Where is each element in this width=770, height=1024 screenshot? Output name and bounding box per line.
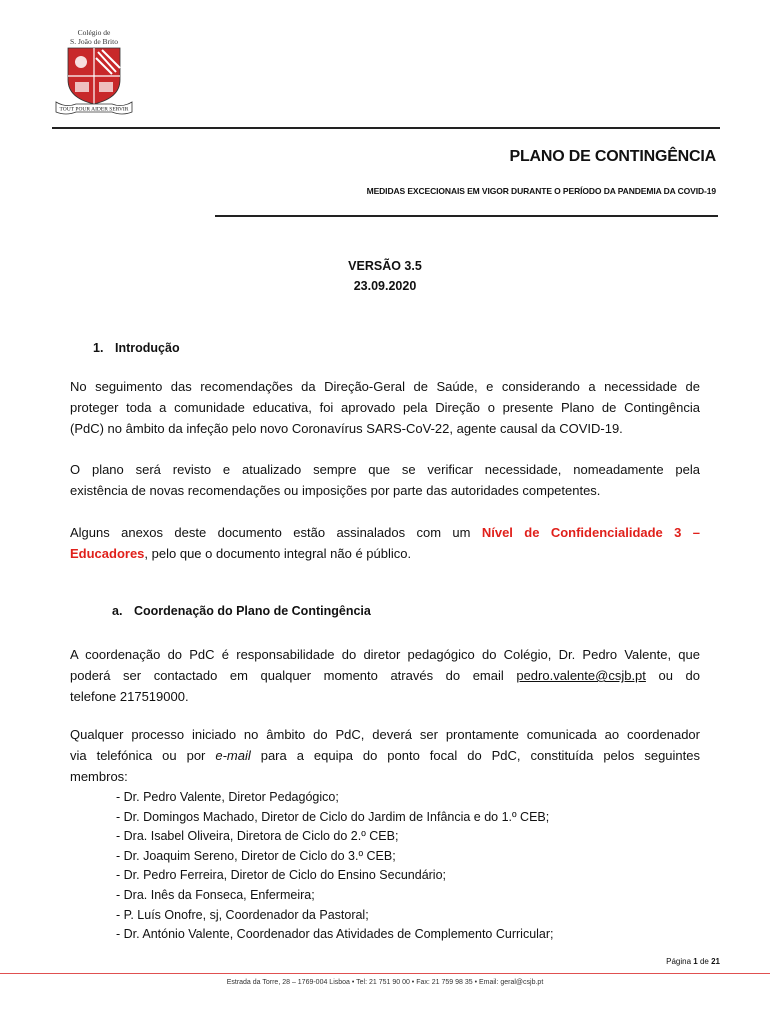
footer-divider xyxy=(0,973,770,974)
text-line: telefone 217519000. xyxy=(70,689,189,704)
section-heading-coordenacao xyxy=(112,604,371,618)
section-title: Introdução xyxy=(115,341,180,355)
document-title: PLANO DE CONTINGÊNCIA xyxy=(509,148,716,165)
text-line: Qualquer processo iniciado no âmbito do PdC, deverá ser prontamente comunicada ao coordenador xyxy=(70,727,700,742)
text-line: O plano será revisto e atualizado sempre que se verificar necessidade, nomeadamente pela xyxy=(70,462,700,477)
confidentiality-audience: Educadores xyxy=(70,546,145,561)
text-line: Alguns anexos deste documento estão assinalados com um Nível de Confidencialidade 3 – xyxy=(70,525,700,540)
confidentiality-level: Nível de Confidencialidade 3 – xyxy=(481,525,700,540)
version-label: VERSÃO 3.5 xyxy=(348,259,422,273)
school-logo xyxy=(52,28,136,116)
footer-address: Estrada da Torre, 28 – 1769-004 Lisboa • Tel: 21 751 90 00 • Fax: 21 759 98 35 • Email: geral@csjb.pt xyxy=(226,979,544,986)
list-item: - Dr. Domingos Machado, Diretor de Ciclo do Jardim de Infância e do 1.º CEB; xyxy=(116,809,550,824)
text-line: via telefónica ou por e-mail para a equipa do ponto focal do PdC, constituída pelos seguintes xyxy=(70,748,701,763)
list-item: - Dr. Joaquim Sereno, Diretor de Ciclo do 3.º CEB; xyxy=(116,848,396,863)
version-date: 23.09.2020 xyxy=(353,279,417,293)
intro-paragraph-2 xyxy=(70,459,700,501)
document-subtitle: MEDIDAS EXCECIONAIS EM VIGOR DURANTE O PERÍODO DA PANDEMIA DA COVID-19 xyxy=(366,186,716,196)
svg-text:TOUT POUR AIDER SERVIR: TOUT POUR AIDER SERVIR xyxy=(59,106,129,113)
text-line: A coordenação do PdC é responsabilidade do diretor pedagógico do Colégio, Dr. Pedro Valente, que xyxy=(70,647,700,662)
subtitle-divider xyxy=(215,215,718,217)
text-line: poderá ser contactado em qualquer momento através do email pedro.valente@csjb.pt ou do xyxy=(70,668,700,683)
coordination-paragraph xyxy=(70,644,700,707)
focal-team-list xyxy=(116,788,554,945)
list-item: - P. Luís Onofre, sj, Coordenador da Pastoral; xyxy=(116,907,369,922)
text-line: proteger toda a comunidade educativa, foi aprovado pela Direção o presente Plano de Contingência xyxy=(70,400,700,415)
list-item: - Dr. Pedro Ferreira, Diretor de Ciclo do Ensino Secundário; xyxy=(116,868,447,883)
header-divider xyxy=(52,127,720,129)
list-item: - Dra. Inês da Fonseca, Enfermeira; xyxy=(116,887,315,902)
list-item: - Dra. Isabel Oliveira, Diretora de Ciclo do 2.º CEB; xyxy=(116,829,399,844)
text-line: Educadores, pelo que o documento integral não é público. xyxy=(70,546,412,561)
text-line: (PdC) no âmbito da infeção pelo novo Coronavírus SARS-CoV-22, agente causal da COVID-19. xyxy=(70,421,623,436)
intro-paragraph-1 xyxy=(70,376,700,439)
list-item: - Dr. António Valente, Coordenador das Atividades de Complemento Curricular; xyxy=(116,927,554,942)
crest-icon xyxy=(52,46,136,116)
section-number: 1. xyxy=(93,341,104,355)
email-link[interactable]: pedro.valente@csjb.pt xyxy=(516,668,646,683)
logo-name: Colégio de S. João de Brito xyxy=(70,28,118,46)
intro-paragraph-3 xyxy=(70,522,700,564)
section-number: a. xyxy=(112,604,123,618)
process-paragraph xyxy=(70,724,700,787)
text-line: membros: xyxy=(70,769,128,784)
text-line: existência de novas recomendações ou imposições por parte das autoridades competentes. xyxy=(70,483,601,498)
section-title: Coordenação do Plano de Contingência xyxy=(134,604,371,618)
page-number: Página 1 de 21 xyxy=(666,957,720,966)
list-item: - Dr. Pedro Valente, Diretor Pedagógico; xyxy=(116,790,339,804)
section-heading-introducao xyxy=(93,341,180,355)
text-line: No seguimento das recomendações da Direção-Geral de Saúde, e considerando a necessidade de xyxy=(70,379,700,394)
